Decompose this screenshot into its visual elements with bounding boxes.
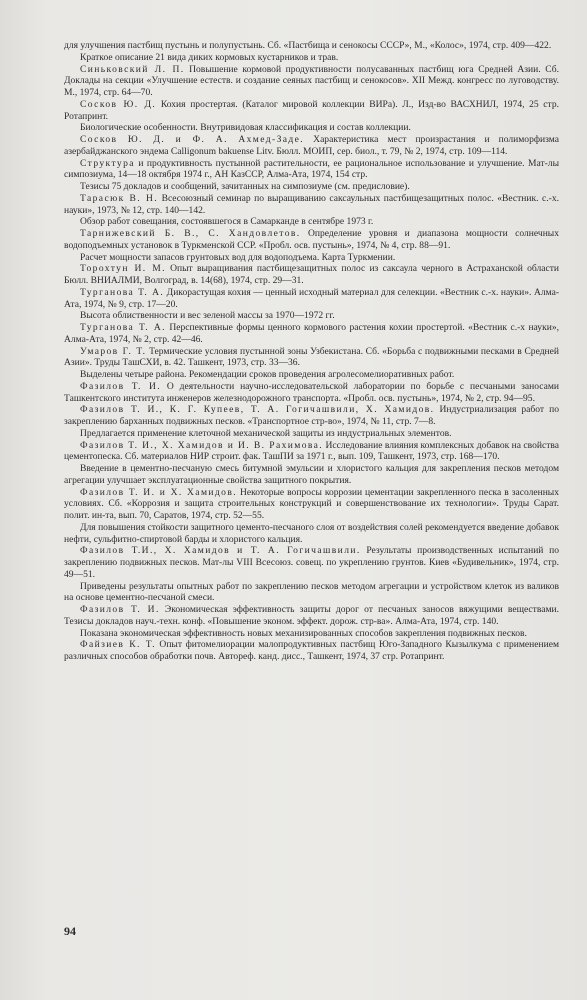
- bibliography-entry: [64, 64, 559, 99]
- bibliography-entry: [64, 134, 559, 158]
- entry-text: Повышение кормовой продуктивности полусаванных пастбищ юга Средней Азии. Сб. Доклады на секции «Улучшение естеств. и создание сеяных пастбищ и сенокосов». XII Межд. конгресс по луговодству. М., 1974, стр. 64—70.: [64, 63, 559, 98]
- entry-text: Для повышения стойкости защитного цементо-песчаного слоя от воздействия солей рекомендуется введение добавок нефти, сульфитно-спиртовой барды и хлористого кальция.: [64, 521, 559, 545]
- bibliography-entry: [64, 228, 559, 252]
- entry-text: Опыт выращивания пастбищезащитных полос из саксаула черного в Астраханской области Бюлл. ВНИАЛМИ, Волгоград, в. 14(68), 1974, стр. 29—31.: [64, 263, 559, 286]
- bibliography-entry: [64, 487, 559, 522]
- entry-author: Фазилов Т. И. и Х. Хамидов.: [80, 486, 238, 498]
- entry-text: Всесоюзный семинар по выращиванию саксаульных пастбищезащитных полос. «Вестник. с.-х. науки», 1973, № 12, стр. 140—142.: [64, 192, 560, 216]
- bibliography-entry: [64, 522, 559, 546]
- bibliography-entry: [64, 252, 559, 264]
- entry-author: Фазилов Т.И., Х. Хамидов и Т. А. Гогичашвили.: [80, 545, 361, 557]
- entry-text: Биологические особенности. Внутривидовая классификация и состав коллекции.: [80, 122, 411, 134]
- entry-text: Предлагается применение клеточной механической защиты из индустриальных элементов.: [80, 427, 452, 439]
- entry-author: Фазилов Т. И.: [80, 380, 162, 392]
- bibliography-entry: [64, 428, 559, 440]
- bibliography-entry: [64, 181, 559, 193]
- entry-author: Структура: [80, 157, 135, 169]
- bibliography-entry: [64, 99, 559, 123]
- bibliography-entry: [64, 628, 559, 640]
- bibliography-entry: [64, 381, 559, 405]
- entry-text: О деятельности научно-исследовательской лаборатории по борьбе с песчаными заносами Ташкентского института инженеров железнодорожного транспорта. «Пробл. осв. пустынь», 1974, № 2, стр. 94—95.: [64, 380, 559, 404]
- bibliography-entry: [64, 604, 559, 628]
- entry-text: Расчет мощности запасов грунтовых вод для водоподъема. Карта Туркмении.: [80, 251, 396, 263]
- entry-text: Введение в цементно-песчаную смесь битумной эмульсии и хлористого кальция для закрепления песков методом агрегации улучшает эксплуатационные свойства защитного покрытия.: [64, 463, 559, 486]
- entry-text: Кохия простертая. (Каталог мировой коллекции ВИРа). Л., Изд-во ВАСХНИЛ, 1974, 25 стр. Ротапринт.: [64, 98, 559, 122]
- entry-text: Некоторые вопросы коррозии цементации закрепленного песка в засоленных условиях. Сб. «Коррозия и защита строительных конструкций и совершенствование их технологии». Труды Сарат. полит. ин-та, вып. 70, Саратов, 1974, стр. 52—55.: [64, 486, 559, 521]
- entry-author: Синьковский Л. П.: [80, 63, 185, 75]
- bibliography-entry: [64, 581, 559, 605]
- entry-text: Краткое описание 21 вида диких кормовых кустарников и трав.: [80, 51, 339, 63]
- bibliography-entry: [64, 158, 559, 182]
- entry-text: Обзор работ совещания, состоявшегося в Самарканде в сентябре 1973 г.: [80, 216, 374, 228]
- entry-text: Дикорастущая кохия — ценный исходный материал для селекции. «Вестник с.-х. науки». Алма-Ата, 1974, № 9, стр. 17—20.: [64, 286, 559, 310]
- entry-text: Высота облиственности и вес зеленой массы за 1970—1972 гг.: [80, 310, 335, 322]
- bibliography-entry: [64, 369, 559, 381]
- page-number: 94: [64, 924, 76, 938]
- entry-text: Индустриализация работ по закреплению барханных подвижных песков. «Транспортное стр-во», 1974, № 11, стр. 7—8.: [64, 404, 560, 427]
- entry-text: Показана экономическая эффективность новых механизированных способов закрепления подвижных песков.: [80, 627, 527, 639]
- entry-author: Тарнижевский Б. В., С. Хандовлетов.: [80, 228, 301, 239]
- entry-text: для улучшения пастбищ пустынь и полупустынь. Сб. «Пастбища и сенокосы СССР», М., «Колос», 1974, стр. 409—422.: [64, 40, 552, 51]
- entry-text: Выделены четыре района. Рекомендации сроков проведения агролесомелиоративных работ.: [80, 369, 455, 380]
- bibliography-entry: [64, 122, 559, 134]
- entry-text: Опыт фитомелиорации малопродуктивных пастбищ Юго-Западного Кызылкума с применением различных способов обработки почв. Автореф. канд. дисс., Ташкент, 1974, 37 стр. Ротапринт.: [64, 639, 559, 662]
- bibliography-entry: [64, 216, 559, 228]
- entry-text: Термические условия пустынной зоны Узбекистана. Сб. «Борьба с подвижными песками в Средней Азии». Труды ТашСХИ, в. 42. Ташкент, 1973, стр. 33—36.: [64, 345, 560, 369]
- entry-author: Фазилов Т. И., К. Г. Купеев, Т. А. Гогичашвили, Х. Хамидов.: [80, 404, 435, 416]
- entry-author: Фазилов Т. И.: [80, 604, 160, 615]
- entry-text: Приведены результаты опытных работ по закреплению песков методом агрегации и устройством клеток из валиков на основе цементно-песчаной смеси.: [64, 580, 559, 604]
- entry-text: Характеристика мест произрастания и полиморфизма азербайджанского эндема Calligonum bakuense Litv. Бюлл. МОИП, сер. биол., т. 79, № 2, 1974, стр. 109—114.: [64, 134, 559, 157]
- bibliography-entry: [64, 463, 559, 487]
- entry-text: Тезисы 75 докладов и сообщений, зачитанных на симпозиуме (см. предисловие).: [80, 181, 410, 192]
- entry-text: и продуктивность пустынной растительности, ее рациональное использование и улучшение. Мат-лы симпозиума, 14—18 октября 1974 г., АН КазССР, Алма-Ата, 1974, 154 стр.: [64, 157, 559, 181]
- entry-text: Исследование влияния комплексных добавок на свойства цементопеска. Сб. материалов НИР строит. фак. ТашПИ за 1971 г., вып. 109, Ташкент, 1973, стр. 168—170.: [64, 439, 560, 463]
- entry-author: Турганова Т. А.: [80, 286, 165, 298]
- bibliography-entry: [64, 193, 559, 217]
- bibliography-entry: [64, 310, 559, 322]
- entry-text: Результаты производственных испытаний по закреплению подвижных песков. Мат-лы VIII Всесоюз. совещ. по укреплению грунтов. Киев «Будивельник», 1974, стр. 49—51.: [64, 545, 559, 580]
- bibliography-entry: [64, 404, 559, 428]
- entry-author: Умаров Г. Т.: [80, 345, 147, 357]
- entry-author: Файзиев К. Т.: [80, 639, 156, 651]
- bibliography-entry: [64, 322, 559, 346]
- entry-author: Турганова Т. А.: [80, 322, 166, 333]
- entry-text: Экономическая эффективность защиты дорог от песчаных заносов вяжущими веществами. Тезисы докладов науч.-техн. конф. «Повышение эконом. эффект. дорож. стр-ва». Алма-Ата, 1974, стр. 140.: [64, 604, 559, 627]
- entry-text: Перспективные формы ценного кормового растения кохии простертой. «Вестник с.-х науки», Алма-Ата, 1974, № 2, стр. 42—46.: [64, 322, 559, 345]
- entry-author: Сосков Ю. Д.: [80, 98, 157, 110]
- bibliography-entry: [64, 545, 559, 580]
- bibliography-entry: [64, 440, 559, 464]
- entry-author: Сосков Ю. Д. и Ф. А. Ахмед-Заде.: [80, 134, 305, 145]
- bibliography-entry: [64, 40, 559, 52]
- bibliography-entry: [64, 639, 559, 663]
- bibliography-entry: [64, 52, 559, 64]
- entry-author: Фазилов Т. И., Х. Хамидов и И. В. Рахимова.: [80, 439, 324, 451]
- entry-author: Торохтун И. М.: [80, 263, 166, 275]
- entry-text: Определение уровня и диапазона мощности солнечных водоподъемных установок в Туркменской ССР. «Пробл. осв. пустынь», 1974, № 4, стр. 88—91.: [64, 228, 559, 251]
- entry-author: Тарасюк В. Н.: [80, 192, 159, 204]
- bibliography-text: [64, 40, 559, 663]
- bibliography-entry: [64, 263, 559, 287]
- bibliography-entry: [64, 287, 559, 311]
- bibliography-entry: [64, 346, 559, 370]
